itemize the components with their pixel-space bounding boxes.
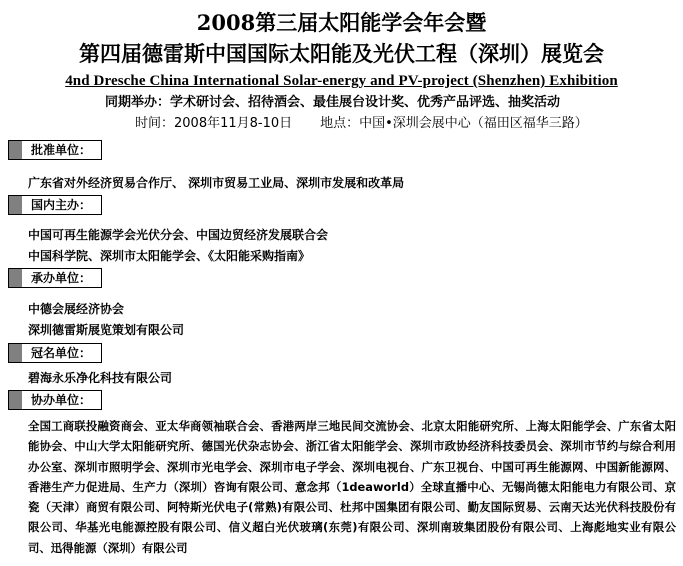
hosts-line-1: 中国可再生能源学会光伏分会、中国边贸经济发展联合会 bbox=[28, 228, 329, 242]
co-organizers-list: 全国工商联投融资商会、亚太华商领袖联合会、香港两岸三地民间交流协会、北京太阳能研究所、上海太阳能学会、广东省太阳能协会、中山大学太阳能研究所、德国光伏杂志协会、浙江省太阳能学会、深圳市政协经济科技委员会、深圳市节约与综合利用办公室、深圳市照明学会、深圳市光电学会、深圳市电子学会、深圳电视台、广东卫视台、中国可再生能源网、中国新能源网、香港生产力促进局、生产力（深圳）咨询有限公司、意念邦（1deaworld）全球直播中心、无锡尚德太阳能电力有限公司、京瓷（天津）商贸有限公司、阿特斯光伏电子(常熟)有限公司、杜邦中国集团有限公司、勤友国际贸易、云南天达光伏科技股份有限公司、华基光电能源控股有限公司、信义超白光伏玻璃(东莞)有限公司、深圳南玻集团股份有限公司、上海彪地实业有限公司、迅得能源（深圳）有限公司 bbox=[28, 419, 676, 555]
title-line-1: 2008第三届太阳能学会年会暨 bbox=[196, 10, 487, 35]
organizers-line-1: 中德会展经济协会 bbox=[28, 302, 125, 316]
title-sponsor-line-1: 碧海永乐净化科技有限公司 bbox=[28, 371, 173, 385]
title-line-2: 第四届德雷斯中国国际太阳能及光伏工程（深圳）展览会 bbox=[79, 41, 604, 66]
title-english: 4nd Dresche China International Solar-energy and PV-project (Shenzhen) Exhibition bbox=[65, 73, 618, 89]
section-label: 冠名单位： bbox=[31, 346, 92, 360]
section-label: 协办单位： bbox=[31, 393, 92, 407]
hosts-line-2: 中国科学院、深圳市太阳能学会、《太阳能采购指南》 bbox=[28, 249, 311, 263]
section-header-hosts bbox=[8, 195, 102, 215]
event-time: 时间：2008年11月8-10日 bbox=[135, 116, 293, 131]
section-marker-icon bbox=[9, 391, 22, 409]
organizers-line-2: 深圳德雷斯展览策划有限公司 bbox=[28, 323, 185, 337]
concurrent-events: 同期举办：学术研讨会、招待酒会、最佳展台设计奖、优秀产品评选、抽奖活动 bbox=[105, 95, 561, 110]
section-marker-icon bbox=[9, 344, 22, 362]
section-marker-icon bbox=[9, 196, 22, 214]
section-label: 国内主办： bbox=[31, 198, 92, 212]
section-header-title-sponsor bbox=[8, 343, 102, 363]
section-header-co-organizers bbox=[8, 390, 102, 410]
approval-line-1: 广东省对外经济贸易合作厅、 深圳市贸易工业局、深圳市发展和改革局 bbox=[28, 176, 405, 190]
event-place: 地点：中国•深圳会展中心（福田区福华三路） bbox=[320, 116, 588, 131]
section-header-approval bbox=[8, 140, 102, 160]
section-marker-icon bbox=[9, 269, 22, 287]
section-label: 承办单位： bbox=[31, 271, 92, 285]
section-label: 批准单位： bbox=[31, 143, 92, 157]
time-place-row bbox=[135, 115, 588, 132]
section-header-organizers bbox=[8, 268, 102, 288]
section-marker-icon bbox=[9, 141, 22, 159]
